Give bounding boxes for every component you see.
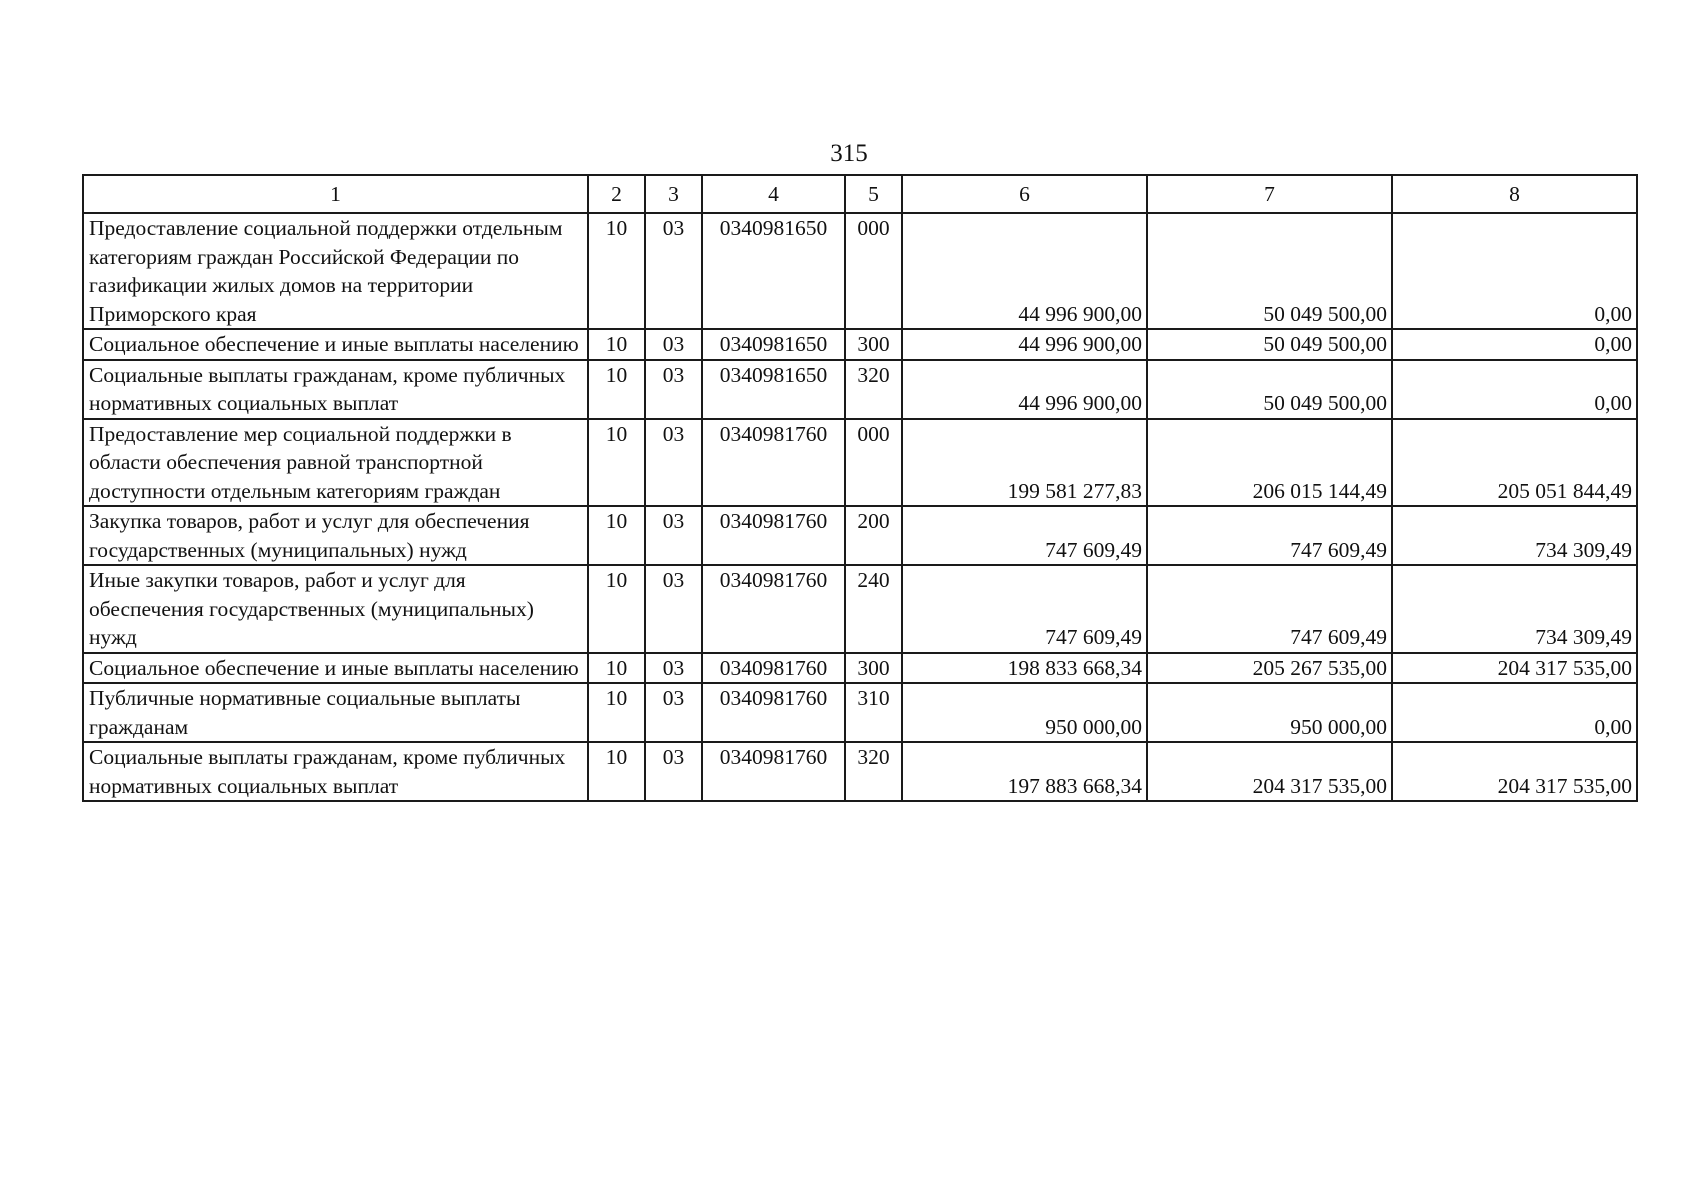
subsection-code: 03 (645, 653, 702, 684)
expense-type-code: 200 (845, 506, 902, 565)
section-code: 10 (588, 213, 645, 329)
section-code: 10 (588, 329, 645, 360)
section-code: 10 (588, 565, 645, 653)
expense-type-code: 300 (845, 329, 902, 360)
table-row (83, 329, 1637, 360)
expense-type-code: 320 (845, 360, 902, 419)
target-article-code: 0340981760 (702, 653, 845, 684)
row-name: Социальное обеспечение и иные выплаты населению (83, 329, 588, 360)
amount-col7: 747 609,49 (1147, 565, 1392, 653)
row-name: Социальные выплаты гражданам, кроме публичных нормативных социальных выплат (83, 360, 588, 419)
target-article-code: 0340981650 (702, 360, 845, 419)
table-row (83, 565, 1637, 653)
column-header: 6 (902, 175, 1147, 213)
expense-type-code: 310 (845, 683, 902, 742)
target-article-code: 0340981760 (702, 565, 845, 653)
header-row (83, 175, 1637, 213)
column-header: 7 (1147, 175, 1392, 213)
row-name: Предоставление мер социальной поддержки в области обеспечения равной транспортной доступности отдельным категориям граждан (83, 419, 588, 507)
amount-col6: 44 996 900,00 (902, 329, 1147, 360)
row-name: Социальное обеспечение и иные выплаты населению (83, 653, 588, 684)
amount-col6: 950 000,00 (902, 683, 1147, 742)
amount-col6: 747 609,49 (902, 506, 1147, 565)
amount-col6: 747 609,49 (902, 565, 1147, 653)
column-header: 3 (645, 175, 702, 213)
expense-type-code: 240 (845, 565, 902, 653)
row-name: Закупка товаров, работ и услуг для обеспечения государственных (муниципальных) нужд (83, 506, 588, 565)
amount-col8: 0,00 (1392, 213, 1637, 329)
amount-col6: 198 833 668,34 (902, 653, 1147, 684)
expense-type-code: 300 (845, 653, 902, 684)
amount-col7: 950 000,00 (1147, 683, 1392, 742)
column-header: 8 (1392, 175, 1637, 213)
amount-col8: 0,00 (1392, 683, 1637, 742)
column-header: 4 (702, 175, 845, 213)
table-row (83, 742, 1637, 801)
amount-col8: 204 317 535,00 (1392, 653, 1637, 684)
subsection-code: 03 (645, 565, 702, 653)
amount-col7: 50 049 500,00 (1147, 360, 1392, 419)
amount-col7: 205 267 535,00 (1147, 653, 1392, 684)
table-row (83, 683, 1637, 742)
subsection-code: 03 (645, 360, 702, 419)
target-article-code: 0340981650 (702, 329, 845, 360)
amount-col8: 734 309,49 (1392, 565, 1637, 653)
section-code: 10 (588, 683, 645, 742)
subsection-code: 03 (645, 506, 702, 565)
subsection-code: 03 (645, 742, 702, 801)
amount-col8: 205 051 844,49 (1392, 419, 1637, 507)
amount-col7: 204 317 535,00 (1147, 742, 1392, 801)
amount-col6: 44 996 900,00 (902, 213, 1147, 329)
expense-type-code: 320 (845, 742, 902, 801)
section-code: 10 (588, 742, 645, 801)
column-header: 1 (83, 175, 588, 213)
expense-type-code: 000 (845, 213, 902, 329)
target-article-code: 0340981760 (702, 683, 845, 742)
page-number: 315 (830, 140, 868, 167)
table-row (83, 360, 1637, 419)
table-row (83, 506, 1637, 565)
amount-col7: 747 609,49 (1147, 506, 1392, 565)
amount-col8: 0,00 (1392, 329, 1637, 360)
subsection-code: 03 (645, 329, 702, 360)
amount-col7: 50 049 500,00 (1147, 213, 1392, 329)
section-code: 10 (588, 653, 645, 684)
target-article-code: 0340981760 (702, 506, 845, 565)
amount-col7: 206 015 144,49 (1147, 419, 1392, 507)
table-row (83, 419, 1637, 507)
section-code: 10 (588, 360, 645, 419)
amount-col6: 199 581 277,83 (902, 419, 1147, 507)
row-name: Публичные нормативные социальные выплаты гражданам (83, 683, 588, 742)
row-name: Предоставление социальной поддержки отдельным категориям граждан Российской Федерации по газификации жилых домов на территории Приморского края (83, 213, 588, 329)
target-article-code: 0340981760 (702, 742, 845, 801)
budget-table (82, 174, 1638, 802)
target-article-code: 0340981650 (702, 213, 845, 329)
row-name: Иные закупки товаров, работ и услуг для обеспечения государственных (муниципальных) нужд (83, 565, 588, 653)
subsection-code: 03 (645, 213, 702, 329)
section-code: 10 (588, 419, 645, 507)
row-name: Социальные выплаты гражданам, кроме публичных нормативных социальных выплат (83, 742, 588, 801)
column-header: 2 (588, 175, 645, 213)
amount-col7: 50 049 500,00 (1147, 329, 1392, 360)
amount-col8: 734 309,49 (1392, 506, 1637, 565)
table-row (83, 213, 1637, 329)
amount-col8: 0,00 (1392, 360, 1637, 419)
amount-col6: 44 996 900,00 (902, 360, 1147, 419)
table-row (83, 653, 1637, 684)
column-header: 5 (845, 175, 902, 213)
amount-col8: 204 317 535,00 (1392, 742, 1637, 801)
expense-type-code: 000 (845, 419, 902, 507)
amount-col6: 197 883 668,34 (902, 742, 1147, 801)
subsection-code: 03 (645, 419, 702, 507)
section-code: 10 (588, 506, 645, 565)
target-article-code: 0340981760 (702, 419, 845, 507)
subsection-code: 03 (645, 683, 702, 742)
